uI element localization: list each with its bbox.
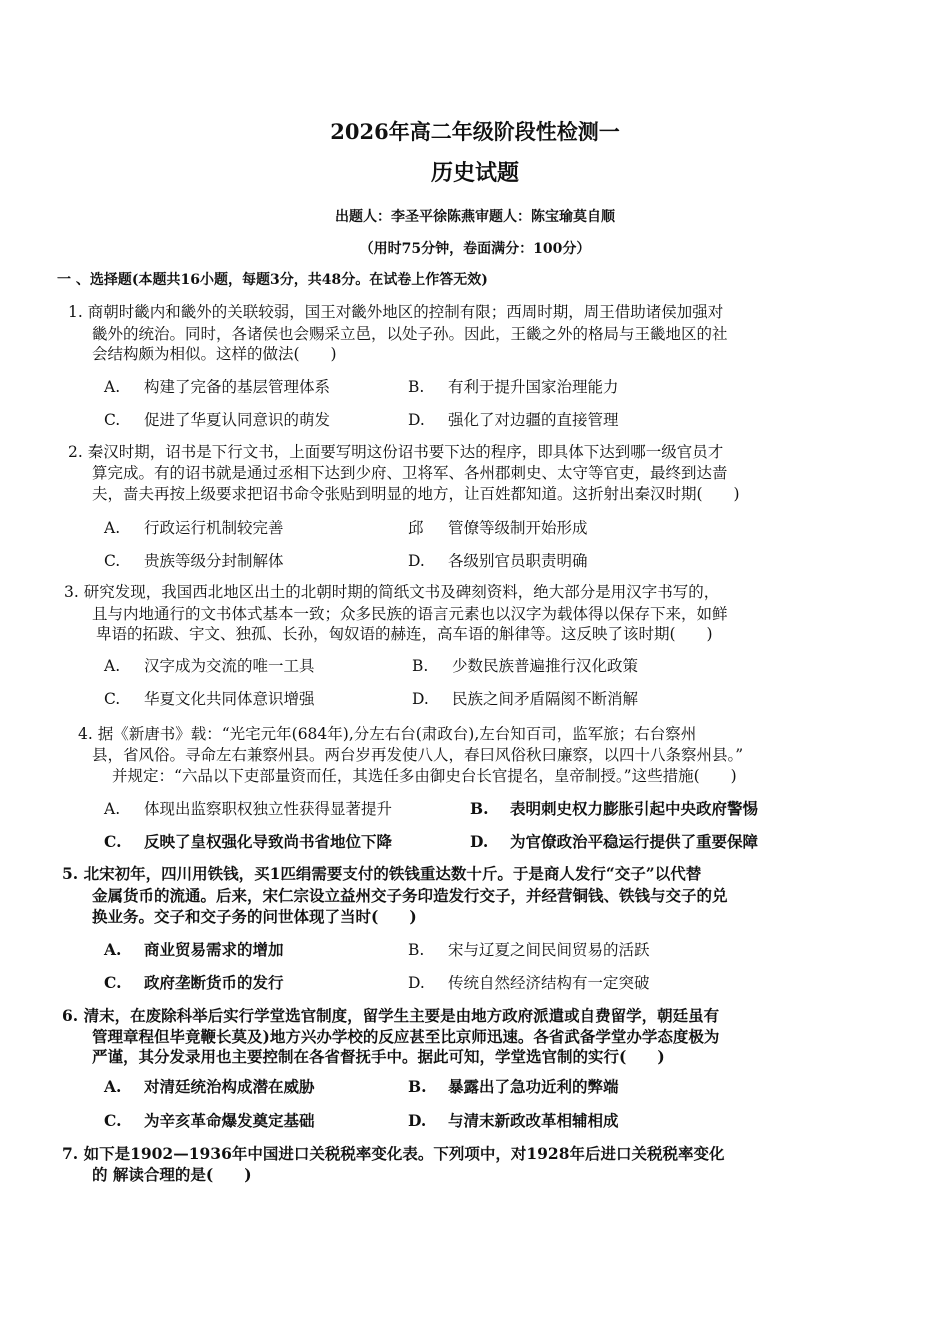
question-line: 的 解读合理的是( ) — [92, 1165, 252, 1184]
question-line: 3. 研究发现，我国西北地区出土的北朝时期的简纸文书及碑刻资料，绝大部分是用汉字书写的， — [64, 583, 720, 601]
option-c[interactable] — [104, 830, 392, 852]
option-text: 构建了完备的基层管理体系 — [144, 378, 331, 396]
option-a[interactable] — [104, 1075, 315, 1097]
option-label: A. — [104, 940, 122, 959]
option-text: 贵族等级分封制解体 — [144, 552, 284, 570]
option-c[interactable] — [104, 549, 284, 571]
option-label: D. — [412, 690, 429, 708]
option-a[interactable] — [104, 654, 315, 676]
option-text: 对清廷统治构成潜在威胁 — [144, 1077, 315, 1096]
option-label: D. — [470, 832, 489, 851]
option-label: A. — [104, 800, 121, 818]
question-line: 会结构颇为相似。这样的做法( ) — [92, 345, 337, 363]
section-heading: 一 、选择题(本题共16小题，每题3分，共48分。在试卷上作答无效) — [57, 272, 488, 288]
option-text: 少数民族普遍推行汉化政策 — [452, 657, 639, 675]
question-line: 换业务。交子和交子务的问世体现了当时( ) — [92, 907, 417, 926]
question-line: 算完成。有的诏书就是通过丞相下达到少府、卫将军、各州郡刺史、太守等官吏，最终到达啬 — [92, 464, 728, 482]
option-d[interactable] — [470, 830, 758, 852]
option-label: C. — [104, 973, 122, 992]
question-line: 并规定：“六品以下吏部量资而任，其选任多由御史台长官提名，皇帝制授。”这些措施( ) — [112, 767, 737, 785]
exam-subject: 历史试题 — [430, 160, 519, 186]
option-text: 政府垄断货币的发行 — [144, 973, 284, 992]
option-a[interactable] — [104, 938, 284, 960]
option-a[interactable] — [104, 797, 392, 819]
option-a[interactable] — [104, 516, 284, 538]
option-label: D. — [408, 552, 425, 570]
question-line: 严谨，其分发录用也主要控制在各省督抚手中。据此可知，学堂选官制的实行( ) — [92, 1047, 665, 1066]
option-label: C. — [104, 1111, 122, 1130]
option-d[interactable] — [408, 1109, 619, 1131]
option-label: D. — [408, 974, 425, 992]
option-label: C. — [104, 690, 121, 708]
exam-authors: 出题人：李圣平徐陈燕审题人：陈宝瑜莫自顺 — [335, 209, 615, 225]
option-label: C. — [104, 411, 121, 429]
option-text: 传统自然经济结构有一定突破 — [448, 974, 650, 992]
option-text: 管僚等级制开始形成 — [448, 519, 588, 537]
option-text: 强化了对边疆的直接管理 — [448, 411, 619, 429]
question-line: 卑语的拓跋、宇文、独孤、长孙，匈奴语的赫连，高车语的斛律等。这反映了该时期( ) — [96, 625, 713, 643]
option-text: 为官僚政治平稳运行提供了重要保障 — [510, 832, 759, 851]
exam-time-info: （用时75分钟，卷面满分：100分） — [359, 241, 591, 257]
option-label: B. — [412, 657, 429, 675]
question-line: 1. 商朝时畿内和畿外的关联较弱，国王对畿外地区的控制有限；西周时期，周王借助诸侯加强对 — [68, 303, 724, 321]
question-line: 金属货币的流通。后来，宋仁宗设立益州交子务印造发行交子，并经营铜钱、铁钱与交子的兑 — [92, 886, 728, 905]
option-label: A. — [104, 378, 121, 396]
option-text: 有利于提升国家治理能力 — [448, 378, 619, 396]
option-text: 表明刺史权力膨胀引起中央政府警惕 — [510, 799, 759, 818]
option-d[interactable] — [412, 687, 638, 709]
option-c[interactable] — [104, 1109, 315, 1131]
option-c[interactable] — [104, 687, 315, 709]
option-label: 邱 — [408, 519, 424, 537]
option-d[interactable] — [408, 971, 650, 993]
question-line: 6. 清末，在废除科举后实行学堂选官制度，留学生主要是由地方政府派遣或自费留学，朝廷虽有 — [62, 1006, 720, 1025]
option-label: C. — [104, 552, 121, 570]
option-label: D. — [408, 411, 425, 429]
option-label: A. — [104, 1077, 122, 1096]
option-b[interactable] — [470, 797, 758, 819]
option-text: 为辛亥革命爆发奠定基础 — [144, 1111, 315, 1130]
question-line: 7. 如下是1902—1936年中国进口关税税率变化表。下列项中，对1928年后进口关税税率变化 — [62, 1144, 725, 1163]
option-text: 促进了华夏认同意识的萌发 — [144, 411, 331, 429]
option-d[interactable] — [408, 408, 619, 430]
option-b[interactable] — [408, 1075, 619, 1097]
option-b[interactable] — [412, 654, 638, 676]
option-text: 汉字成为交流的唯一工具 — [144, 657, 315, 675]
question-line: 4. 据《新唐书》载：“光宅元年(684年),分左右台(肃政台),左台知百司，监军旅；右台察州 — [78, 725, 697, 743]
option-text: 各级别官员职责明确 — [448, 552, 588, 570]
option-label: B. — [408, 1077, 427, 1096]
option-text: 暴露出了急功近利的弊端 — [448, 1077, 619, 1096]
option-label: C. — [104, 832, 122, 851]
option-c[interactable] — [104, 971, 284, 993]
exam-title: 2026年高二年级阶段性检测一 — [330, 119, 620, 144]
option-text: 宋与辽夏之间民间贸易的活跃 — [448, 941, 650, 959]
question-line: 且与内地通行的文书体式基本一致；众多民族的语言元素也以汉字为载体得以保存下来，如鲜 — [92, 605, 728, 623]
option-text: 体现出监察职权独立性获得显著提升 — [144, 800, 393, 818]
option-label: A. — [104, 519, 121, 537]
question-line: 2. 秦汉时期，诏书是下行文书，上面要写明这份诏书要下达的程序，即具体下达到哪一级官员才 — [68, 443, 724, 461]
option-label: B. — [470, 799, 489, 818]
option-c[interactable] — [104, 408, 330, 430]
option-b[interactable] — [408, 375, 619, 397]
option-b[interactable] — [408, 516, 588, 538]
option-text: 商业贸易需求的增加 — [144, 940, 284, 959]
question-line: 县，省风俗。寻命左右兼察州县。两台岁再发使八人，春曰风俗秋曰廉察，以四十八条察州县。” — [92, 746, 744, 764]
option-label: D. — [408, 1111, 427, 1130]
option-b[interactable] — [408, 938, 650, 960]
option-a[interactable] — [104, 375, 330, 397]
option-text: 华夏文化共同体意识增强 — [144, 690, 315, 708]
option-d[interactable] — [408, 549, 588, 571]
question-line: 夫，啬夫再按上级要求把诏书命令张贴到明显的地方，让百姓都知道。这折射出秦汉时期( ) — [92, 485, 740, 503]
question-line: 管理章程但毕竟鞭长莫及)地方兴办学校的反应甚至比京师迅速。各省武备学堂办学态度极为 — [92, 1027, 720, 1046]
option-text: 反映了皇权强化导致尚书省地位下降 — [144, 832, 393, 851]
option-label: A. — [104, 657, 121, 675]
question-line: 畿外的统治。同时，各诸侯也会赐采立邑，以处子孙。因此，王畿之外的格局与王畿地区的社 — [92, 325, 728, 343]
question-line: 5. 北宋初年，四川用铁钱，买1匹绢需要支付的铁钱重达数十斤。于是商人发行“交子”以代替 — [62, 864, 702, 883]
option-label: B. — [408, 941, 425, 959]
option-text: 与清末新政改革相辅相成 — [448, 1111, 619, 1130]
option-text: 行政运行机制较完善 — [144, 519, 284, 537]
option-label: B. — [408, 378, 425, 396]
option-text: 民族之间矛盾隔阂不断消解 — [452, 690, 639, 708]
